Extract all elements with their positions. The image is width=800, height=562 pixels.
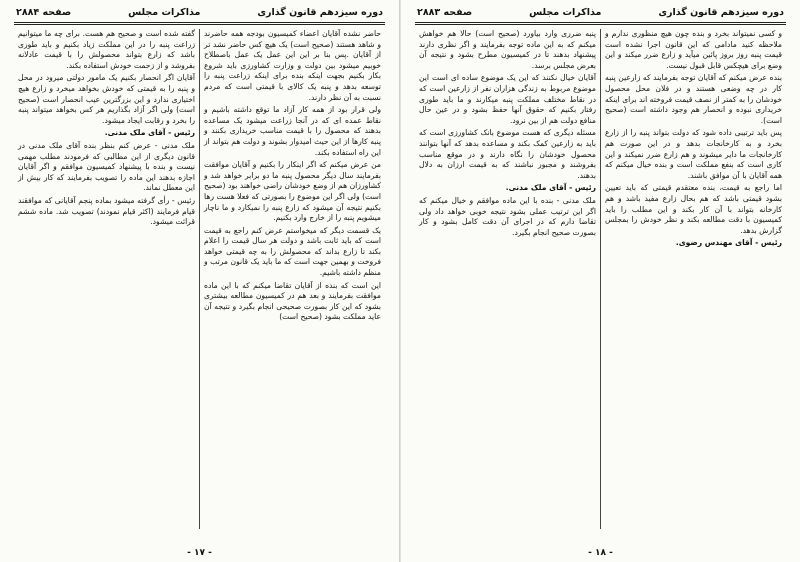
header-rule — [14, 22, 385, 23]
paragraph: من عرض میکنم که اگر اینکار را بکنیم و آقایان موافقت بفرمایند سال دیگر محصول پنبه ما دو برابر خواهد شد و کشاورزان هم از وضع خودشان راضی خواهند بود (صحیح است) ولی اگر این موضوع را بصورتی که فعلا هست رها بکنیم نتیجه آن میشود که زارع پنبه را نمیکارد و ما ناچار میشویم پنبه را از خارج وارد بکنیم. — [204, 160, 381, 223]
series-title: دوره سیزدهم قانون گذاری — [658, 7, 784, 18]
paragraph: ولی قرار بود از همه کار آزاد ما توقع داشته باشیم و نقاط عمده ای که در آنجا زراعت میشود یک مساعده بدهند که محصول را با قیمت مناسب خریداری بکنند و پنبه کارها از این حیث امیدوار بشوند و دولت هم بتواند از این راه استفاده بکند. — [204, 105, 381, 157]
paragraph: پس باید ترتیبی داده شود که دولت بتواند پنبه را از زارع بخرد و به کارخانجات بدهد و در این صورت هم کارخانجات ما دایر میشوند و هم زارع ضرر نمیکند و این کاری است که بنفع مملکت است و بنده خیال میکنم که همه آقایان با آن موافق باشند. — [605, 128, 782, 180]
paragraph: ملک مدنی - بنده با این ماده موافقم و خیال میکنم که اگر این ترتیب عملی بشود نتیجه خوبی خواهد داد ولی تقاضا دارم که در اجرای آن دقت کامل بشود و کار بصورت صحیح انجام بگیرد. — [419, 195, 596, 237]
journal-title: مذاکرات مجلس — [128, 7, 201, 18]
column-left — [14, 29, 199, 529]
right-page — [400, 0, 800, 562]
column-divider — [600, 29, 601, 529]
speaker-line: رئیس - آقای مهندس رضوی. — [675, 238, 782, 248]
speaker-line: رئیس - آقای ملک مدنی. — [505, 183, 596, 193]
paragraph: آقایان اگر انحصار بکنیم یک مامور دولتی میرود در محل و پنبه را به قیمتی که خودش بخواهد میخرد و زارع هیچ اختیاری ندارد و این بزرگترین عیب انحصار است (صحیح است) ولی اگر آزاد بگذاریم هر کس بخواهد میتواند پنبه را بخرد و رقابت ایجاد میشود. — [18, 73, 195, 125]
series-title: دوره سیزدهم قانون گذاری — [257, 7, 383, 18]
paragraph: بنده عرض میکنم که آقایان توجه بفرمایند که زارعین پنبه کار در چه وضعی هستند و در فلان محل محصول خودشان را به کمتر از نصف قیمت فروخته اند برای اینکه خریداری نبوده و انحصار هم وجود داشته است (صحیح است). — [605, 73, 782, 125]
page-footer-number: - ۱۷ - — [187, 548, 212, 558]
journal-title: مذاکرات مجلس — [529, 7, 602, 18]
header-rule-thin — [14, 24, 385, 25]
header-rule-thin — [415, 24, 786, 25]
right-page-header — [415, 6, 786, 20]
page-footer-number: - ۱۸ - — [588, 548, 613, 558]
text-columns — [14, 29, 385, 529]
paragraph: رئیس - رأی گرفته میشود بماده پنجم آقایانی که موافقند قیام فرمایند (اکثر قیام نمودند) تصویب شد. ماده ششم قرائت میشود. — [18, 195, 195, 227]
paragraph: حاضر نشده آقایان اعضاء کمیسیون بودجه همه حاضرند و شاهد هستند (صحیح است) یک هیچ کس حاضر نشد تر از آقایان .پس بنا بر این این عمل یک عمل باصطلاح خوبیم میشود بین دولت و وزارت کشاورزی باید شروع بکار بکنیم بجهت اینکه بنده برای اینکه زراعت پنبه را توسعه بدهد و پنبه یک کالای با قیمتی است که مردم نسبت به آن نظر دارند. — [204, 29, 381, 102]
paragraph: یک قسمت دیگر که میخواستم عرض کنم راجع به قیمت است که باید ثابت باشد و دولت هر سال قیمت را اعلام بکند تا زارع بداند که محصولش را به چه قیمتی خواهد فروخت و بهمین جهت است که ما باید یک قانون مرتب و منظم داشته باشیم. — [204, 225, 381, 278]
paragraph: اما راجع به قیمت، بنده معتقدم قیمتی که باید تعیین بشود قیمتی باشد که هم بحال زارع مفید باشد و هم کارخانه بتواند با آن کار بکند و این مطلب را باید کمیسیون با دقت مطالعه بکند و نظر خودش را بمجلس گزارش بدهد. — [605, 183, 782, 235]
column-right — [601, 29, 786, 529]
header-rule — [415, 22, 786, 23]
text-columns — [415, 29, 786, 529]
paragraph: ملک مدنی - عرض کنم بنظر بنده آقای ملک مدنی در قانون دیگری از این مطالبی که فرمودند مطلب مهمی نیست و بنده با پیشنهاد کمیسیون موافقم و اگر آقایان اجازه بدهند این ماده را تصویب بفرمایند که کار بیش از این معطل نماند. — [18, 140, 195, 193]
paragraph: این است که بنده از آقایان تقاضا میکنم که با این ماده موافقت بفرمایند و بعد هم در کمیسیون مطالعه بیشتری بشود که این کار بصورت صحیحی انجام بگیرد و نتیجه آن عاید مملکت بشود (صحیح است) — [204, 280, 381, 322]
page-number-label: صفحه ۲۸۸۴ — [16, 7, 72, 18]
column-right — [200, 29, 385, 529]
paragraph: و کسی نمیتواند بخرد و بنده چون هیچ منظوری ندارم و ملاحظه کنید مادامی که این قانون اجرا نشده است قیمت پنبه روز بروز پائین میآید و زارع ضرر میکند و این وضع برای هیچکس قابل قبول نیست. — [605, 29, 782, 70]
column-divider — [199, 29, 200, 529]
paragraph: پنبه ضرری وارد بیاورد (صحیح است) حالا هم خواهش میکنم که به این ماده توجه بفرمایند و اگر نظری دارند پیشنهاد بدهند تا در کمیسیون مطرح بشود و نتیجه آن بعرض مجلس برسد. — [419, 29, 596, 70]
page-number-label: صفحه ۲۸۸۳ — [417, 7, 473, 18]
column-left — [415, 29, 600, 529]
left-page-header — [14, 6, 385, 20]
speaker-line: رئیس - آقای ملک مدنی. — [104, 128, 195, 138]
paragraph: گفته شده است و صحیح هم هست. برای چه ما میتوانیم زراعت پنبه را در این مملکت زیاد بکنیم و باید طوری باشد که زارع بتواند محصولش را با قیمت عادلانه بفروشد و از زحمت خودش استفاده بکند. — [18, 29, 195, 70]
paragraph: مسئله دیگری که هست موضوع بانک کشاورزی است که باید به زارعین کمک بکند و مساعده بدهد که آنها بتوانند محصول خودشان را نگاه دارند و در موقع مناسب بفروشند و مجبور نباشند که به قیمت ارزان به دلال بدهند. — [419, 128, 596, 180]
paragraph: آقایان خیال نکنند که این یک موضوع ساده ای است این موضوع مربوط به زندگی هزاران نفر از زارعین است که در نقاط مختلف مملکت پنبه میکارند و ما باید طوری رفتار بکنیم که حقوق آنها حفظ بشود و در عین حال منافع دولت هم از بین نرود. — [419, 73, 596, 125]
